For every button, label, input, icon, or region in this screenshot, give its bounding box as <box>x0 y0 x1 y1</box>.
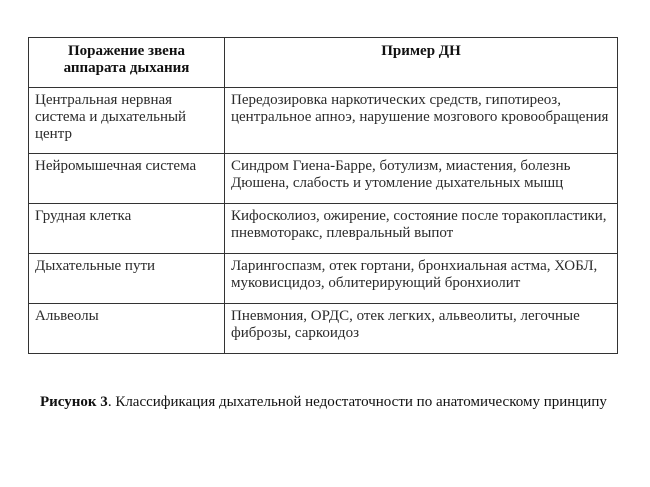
table-cell-link: Центральная нервная система и дыхательный центр <box>29 88 225 154</box>
classification-table <box>28 37 618 354</box>
table-cell-example: Синдром Гиена-Барре, ботулизм, миастения, болезнь Дюшена, слабость и утомление дыхательных мышц <box>225 154 618 204</box>
table-row <box>29 88 618 154</box>
table-header-row <box>29 38 618 88</box>
table-row <box>29 154 618 204</box>
figure-caption <box>40 393 613 412</box>
table-cell-link: Грудная клетка <box>29 204 225 254</box>
classification-table-container <box>28 37 617 354</box>
table-cell-link: Альвеолы <box>29 304 225 354</box>
table-cell-example: Кифосколиоз, ожирение, состояние после торакопластики, пневмоторакс, плевральный выпот <box>225 204 618 254</box>
header-cell-link: Поражение звена аппарата дыхания <box>29 38 225 88</box>
table-cell-example: Ларингоспазм, отек гортани, бронхиальная астма, ХОБЛ, муковисцидоз, облитерирующий бронхиолит <box>225 254 618 304</box>
table-row <box>29 304 618 354</box>
table-cell-link: Дыхательные пути <box>29 254 225 304</box>
table-cell-link: Нейромышечная система <box>29 154 225 204</box>
header-cell-example: Пример ДН <box>225 38 618 88</box>
table-row <box>29 204 618 254</box>
table-cell-example: Пневмония, ОРДС, отек легких, альвеолиты, легочные фиброзы, саркоидоз <box>225 304 618 354</box>
figure-caption-text: . Классификация дыхательной недостаточности по анатомическому принципу <box>107 394 607 410</box>
table-row <box>29 254 618 304</box>
figure-caption-label: Рисунок 3 <box>40 394 108 410</box>
table-cell-example: Передозировка наркотических средств, гипотиреоз, центральное апноэ, нарушение мозгового кровообращения <box>225 88 618 154</box>
